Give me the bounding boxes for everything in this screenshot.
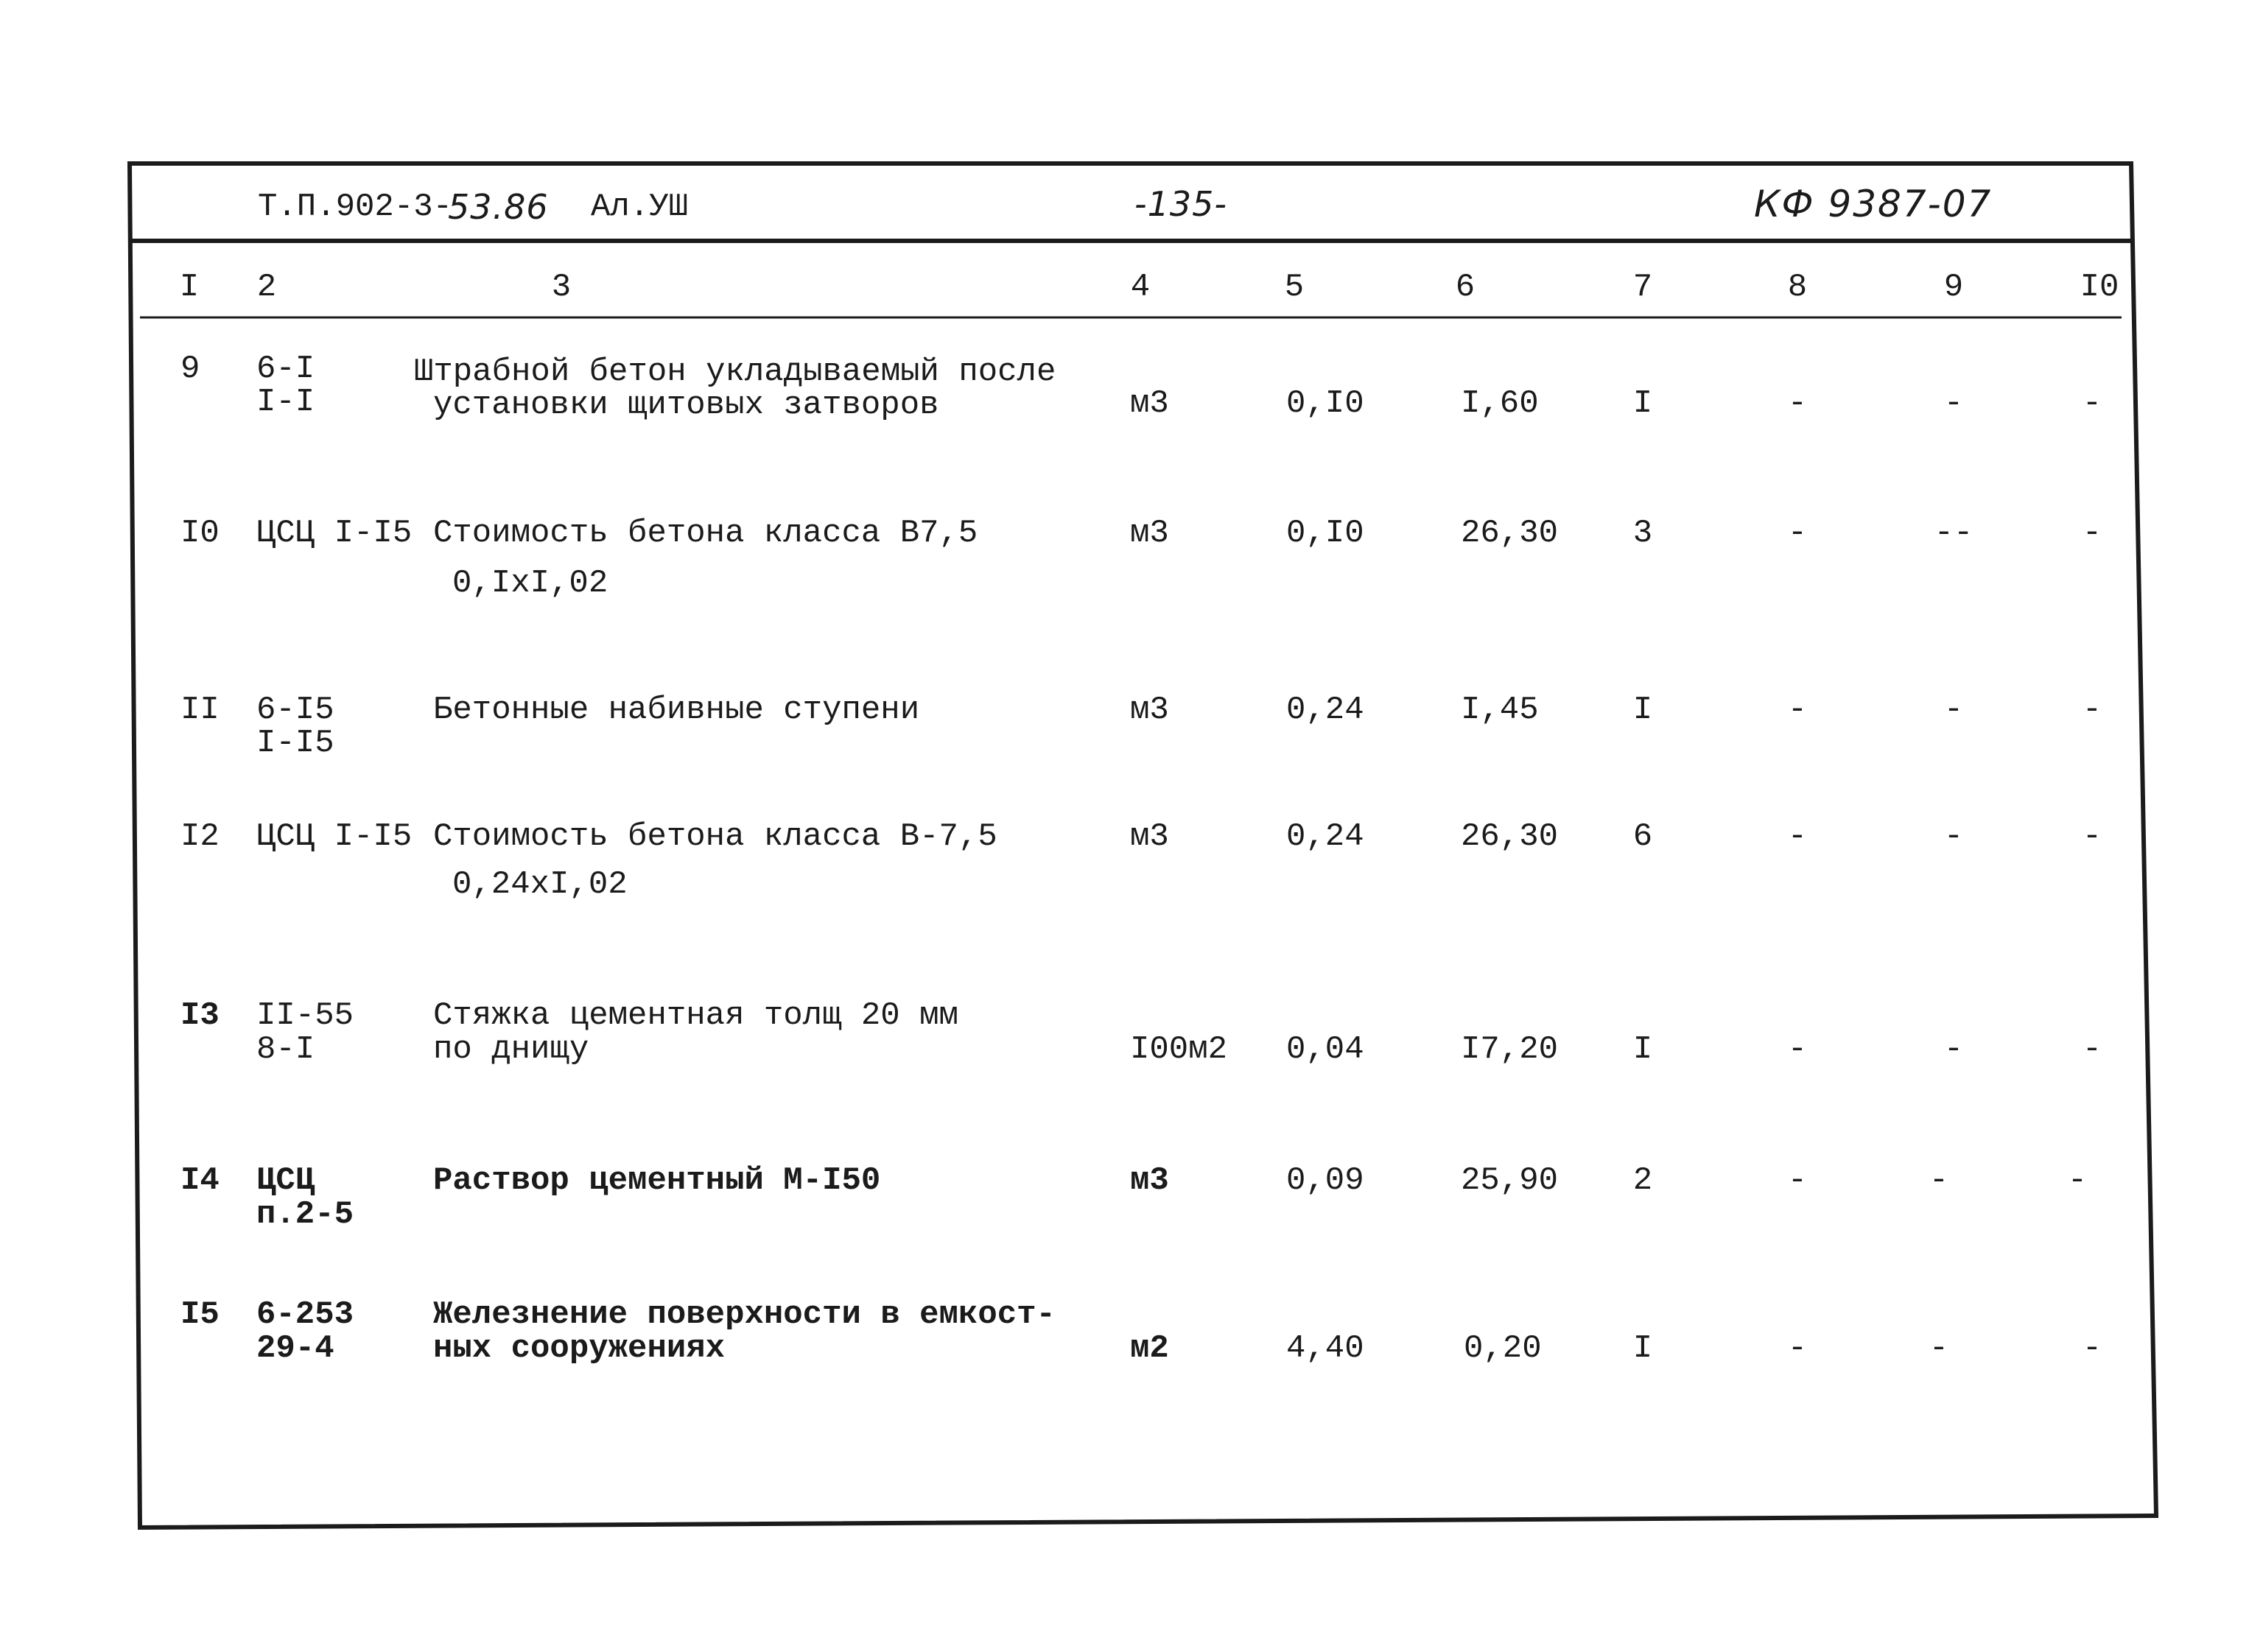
cell-col7: I bbox=[1632, 385, 1653, 422]
cell-col10: - bbox=[2082, 515, 2102, 552]
cell-col8: - bbox=[1787, 1330, 1808, 1367]
unit-price: 25,90 bbox=[1461, 1162, 1559, 1199]
rate-code: ЦСЦ I-I5 bbox=[256, 818, 413, 855]
rate-code: I-I5 bbox=[256, 725, 334, 762]
unit: м3 bbox=[1130, 1162, 1169, 1199]
work-description: по днищу bbox=[433, 1031, 589, 1068]
cell-col8: - bbox=[1787, 692, 1808, 728]
column-header: 9 bbox=[1943, 269, 1964, 306]
cell-col8: - bbox=[1787, 818, 1808, 855]
column-header: 7 bbox=[1632, 269, 1653, 306]
cell-col7: I bbox=[1632, 1330, 1653, 1367]
cell-col9: - bbox=[1929, 1330, 1949, 1367]
work-description: Железнение поверхности в емкост- bbox=[433, 1296, 1056, 1333]
page-number: -135- bbox=[1134, 184, 1227, 224]
row-number: 9 bbox=[180, 351, 200, 387]
cell-col8: - bbox=[1787, 515, 1808, 552]
row-number: I5 bbox=[180, 1296, 220, 1333]
rate-code: 29-4 bbox=[256, 1330, 334, 1367]
unit: м3 bbox=[1130, 692, 1169, 728]
document-code: Т.П.902-3- bbox=[258, 189, 453, 225]
cell-col10: - bbox=[2082, 1330, 2102, 1367]
unit-price: I,60 bbox=[1461, 385, 1539, 422]
cell-col10: - bbox=[2067, 1162, 2088, 1199]
work-description-calc: 0,24xI,02 bbox=[452, 866, 628, 903]
rate-code: 8-I bbox=[256, 1031, 315, 1068]
unit-price: 0,20 bbox=[1464, 1330, 1542, 1367]
column-header: 6 bbox=[1455, 269, 1476, 306]
row-number: II bbox=[180, 692, 220, 728]
row-number: I3 bbox=[180, 997, 220, 1034]
quantity: 0,04 bbox=[1286, 1031, 1364, 1068]
cell-col7: 6 bbox=[1632, 818, 1653, 855]
quantity: 0,I0 bbox=[1286, 385, 1364, 422]
work-description: Бетонные набивные ступени bbox=[433, 692, 920, 728]
quantity: 0,I0 bbox=[1286, 515, 1364, 552]
cell-col7: I bbox=[1632, 692, 1653, 728]
unit: м3 bbox=[1130, 818, 1169, 855]
cell-col8: - bbox=[1787, 1162, 1808, 1199]
quantity: 4,40 bbox=[1286, 1330, 1364, 1367]
column-header: 3 bbox=[551, 269, 572, 306]
unit: м2 bbox=[1130, 1330, 1169, 1367]
quantity: 0,24 bbox=[1286, 692, 1364, 728]
work-description-calc: 0,IxI,02 bbox=[452, 565, 608, 602]
work-description: Стоимость бетона класса В-7,5 bbox=[433, 818, 997, 855]
work-description: Раствор цементный М-I50 bbox=[433, 1162, 881, 1199]
column-header: 5 bbox=[1284, 269, 1305, 306]
rate-code: 6-I bbox=[256, 351, 315, 387]
cell-col10: - bbox=[2082, 385, 2102, 422]
rate-code: п.2-5 bbox=[256, 1196, 354, 1233]
cell-col7: 3 bbox=[1632, 515, 1653, 552]
cell-col8: - bbox=[1787, 385, 1808, 422]
cell-col10: - bbox=[2082, 692, 2102, 728]
rate-code: ЦСЦ I-I5 bbox=[256, 515, 413, 552]
column-header: 8 bbox=[1787, 269, 1808, 306]
column-header: I0 bbox=[2080, 269, 2119, 306]
rate-code: 6-253 bbox=[256, 1296, 354, 1333]
rate-code: ЦСЦ bbox=[256, 1162, 315, 1199]
cell-col9: - bbox=[1929, 1162, 1949, 1199]
cell-col9: - bbox=[1943, 385, 1964, 422]
work-description: ных сооружениях bbox=[433, 1330, 726, 1367]
work-description: Стяжка цементная толщ 20 мм bbox=[433, 997, 958, 1034]
column-header: 4 bbox=[1130, 269, 1151, 306]
column-header: I bbox=[179, 269, 200, 306]
column-header: 2 bbox=[256, 269, 277, 306]
rate-code: I-I bbox=[256, 384, 315, 421]
document-code-handwritten: 53.86 bbox=[448, 187, 549, 227]
work-description: Штрабной бетон укладываемый после bbox=[414, 354, 1056, 390]
quantity: 0,09 bbox=[1286, 1162, 1364, 1199]
unit-price: 26,30 bbox=[1461, 818, 1559, 855]
rate-code: 6-I5 bbox=[256, 692, 334, 728]
quantity: 0,24 bbox=[1286, 818, 1364, 855]
row-number: I2 bbox=[180, 818, 220, 855]
unit-price: I7,20 bbox=[1461, 1031, 1559, 1068]
registration-stamp: КФ 9387-07 bbox=[1754, 183, 1993, 225]
album-label: Ал.УШ bbox=[591, 189, 689, 225]
cell-col7: I bbox=[1632, 1031, 1653, 1068]
cell-col9: - bbox=[1943, 818, 1964, 855]
row-number: I4 bbox=[180, 1162, 220, 1199]
unit-price: 26,30 bbox=[1461, 515, 1559, 552]
work-description: установки щитовых затворов bbox=[433, 387, 939, 423]
unit: м3 bbox=[1130, 515, 1169, 552]
cell-col7: 2 bbox=[1632, 1162, 1653, 1199]
work-description: Стоимость бетона класса В7,5 bbox=[433, 515, 978, 552]
unit: м3 bbox=[1130, 385, 1169, 422]
cell-col10: - bbox=[2082, 1031, 2102, 1068]
row-number: I0 bbox=[180, 515, 220, 552]
unit-price: I,45 bbox=[1461, 692, 1539, 728]
cell-col8: - bbox=[1787, 1031, 1808, 1068]
cell-col9: -- bbox=[1934, 515, 1973, 552]
unit: I00м2 bbox=[1130, 1031, 1228, 1068]
cell-col9: - bbox=[1943, 1031, 1964, 1068]
cell-col9: - bbox=[1943, 692, 1964, 728]
rate-code: II-55 bbox=[256, 997, 354, 1034]
cell-col10: - bbox=[2082, 818, 2102, 855]
